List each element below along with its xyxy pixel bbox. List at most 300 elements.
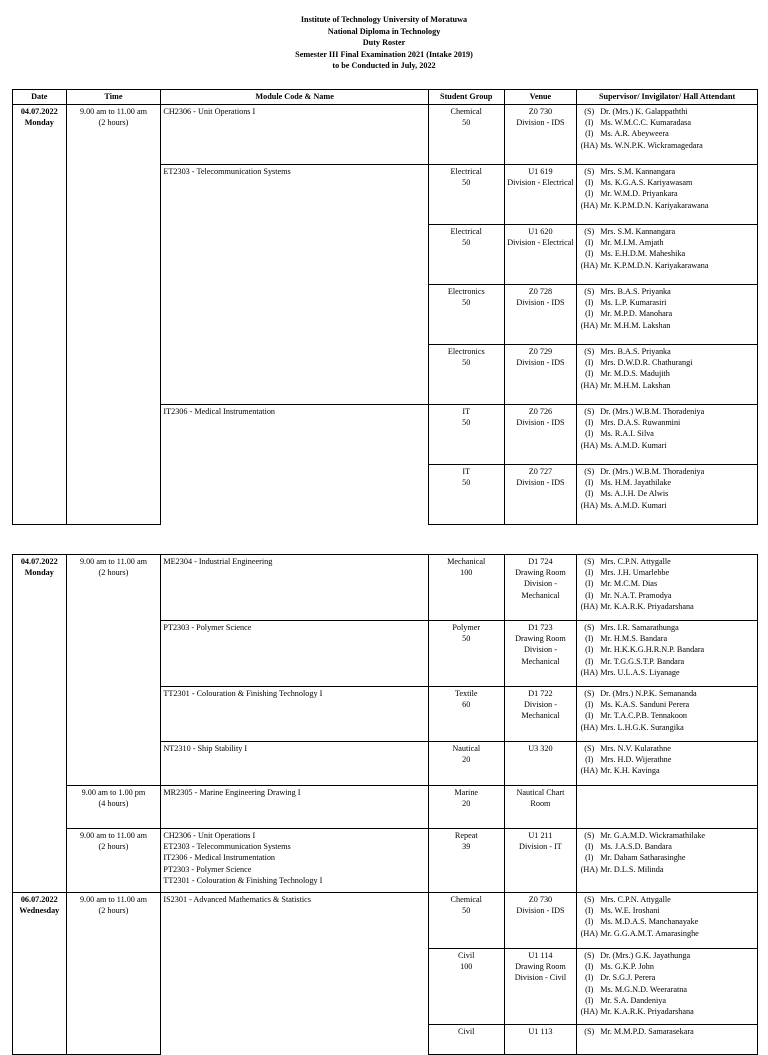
date-text: Monday [24, 118, 54, 128]
venue-cell [504, 829, 577, 893]
student-group: Electrical [450, 167, 482, 176]
staff-role: (S) [584, 167, 595, 176]
table-row [13, 105, 758, 165]
staff-entry [579, 368, 755, 379]
staff-role: (I) [585, 755, 594, 765]
staff-name: Mr. H.K.K.G.H.R.N.P. Bandara [600, 645, 705, 655]
staff-role: (HA) [580, 766, 598, 776]
staff-role: (HA) [580, 722, 598, 732]
staff-entry [579, 177, 755, 188]
venue-line: Z0 730 [528, 107, 553, 116]
staff-name: Mr. K.H. Kavinga [600, 766, 660, 776]
staff-entry [579, 633, 755, 644]
staff-entry [579, 995, 755, 1006]
venue-cell [504, 105, 577, 165]
time-text: 9.00 am to 11.00 am [79, 831, 147, 840]
module-cell [161, 786, 429, 829]
student-group-cell [428, 165, 504, 225]
header-diploma: National Diploma in Technology [327, 26, 441, 36]
venue-line: Z0 726 [528, 407, 553, 416]
header-exam: Semester III Final Examination 2021 (Intake 2019) [295, 49, 473, 59]
staff-name: Ms. J.A.S.D. Bandara [600, 842, 672, 852]
venue-line: Division - IDS [516, 298, 565, 308]
staff-entry [579, 500, 755, 511]
module-name: TT2301 - Colouration & Finishing Technology I [163, 689, 323, 698]
date-text: Monday [24, 568, 54, 578]
table-header-row [13, 90, 758, 105]
staff-entry [579, 656, 755, 667]
header-institute: Institute of Technology University of Moratuwa [300, 15, 468, 24]
staff-name: Mr. T.A.C.P.B. Tennakoon [600, 711, 688, 721]
module-cell [161, 165, 429, 225]
staff-role: (I) [585, 118, 594, 128]
staff-name: Mr. K.P.M.D.N. Kariyakarawana [600, 260, 709, 270]
venue-line: Z0 728 [528, 287, 553, 296]
staff-role: (S) [584, 951, 595, 960]
staff-entry [579, 743, 755, 754]
staff-role: (I) [585, 656, 594, 666]
module-cell [161, 893, 429, 949]
date-text: 06.07.2022 [20, 895, 58, 904]
staff-role: (S) [584, 407, 595, 416]
staff-cell [577, 742, 758, 786]
staff-entry [579, 117, 755, 128]
staff-entry [579, 308, 755, 319]
venue-line: Z0 730 [528, 895, 553, 904]
module-name: ME2304 - Industrial Engineering [163, 557, 273, 566]
date-cell [13, 555, 67, 893]
staff-entry [579, 440, 755, 451]
staff-entry [579, 357, 755, 368]
venue-line: Drawing Room [515, 634, 566, 644]
staff-role: (HA) [580, 260, 598, 270]
staff-role: (S) [584, 689, 595, 698]
staff-name: Dr. (Mrs.) K. Galappaththi [600, 107, 688, 116]
student-group-cell [428, 893, 504, 949]
student-group-cell [428, 105, 504, 165]
staff-role: (I) [585, 129, 594, 139]
staff-name: Mrs. C.P.N. Attygalle [600, 895, 671, 904]
venue-line: U1 211 [528, 831, 553, 840]
module-name: PT2303 - Polymer Science [163, 623, 252, 632]
student-group-cell [428, 621, 504, 687]
staff-entry [579, 297, 755, 308]
student-group: IT [462, 467, 471, 476]
staff-entry [579, 200, 755, 211]
staff-name: Mrs. B.A.S. Priyanka [600, 347, 671, 356]
staff-role: (S) [584, 287, 595, 296]
venue-line: Division - IT [519, 842, 562, 852]
time-text: (2 hours) [98, 906, 129, 916]
staff-entry [579, 417, 755, 428]
time-text: 9.00 am to 11.00 am [79, 895, 147, 904]
staff-entry [579, 710, 755, 721]
staff-role: (HA) [580, 864, 598, 874]
staff-role: (HA) [580, 500, 598, 510]
student-group: Nautical [452, 744, 481, 753]
venue-cell [504, 621, 577, 687]
time-cell [66, 786, 161, 829]
staff-name: Mrs. N.V. Kularathne [600, 744, 671, 753]
date-text: 04.07.2022 [20, 557, 58, 566]
staff-name: Ms. W.N.P.K. Wickramagedara [600, 140, 703, 150]
student-group: 50 [462, 634, 471, 644]
student-group: 39 [462, 842, 471, 852]
venue-cell [504, 893, 577, 949]
staff-name: Dr. (Mrs.) N.P.K. Semananda [600, 689, 697, 698]
staff-role: (I) [585, 906, 594, 916]
student-group-cell [428, 829, 504, 893]
staff-entry [579, 140, 755, 151]
student-group: IT [462, 407, 471, 416]
student-group: 50 [462, 358, 471, 368]
venue-line: Nautical Chart Room [516, 788, 565, 809]
header-schedule: to be Conducted in July, 2022 [332, 61, 436, 70]
staff-role: (I) [585, 249, 594, 259]
venue-line: Z0 729 [528, 347, 553, 356]
staff-name: Mrs. B.A.S. Priyanka [600, 287, 671, 296]
time-text: (2 hours) [98, 118, 129, 128]
venue-line: U1 619 [528, 167, 553, 176]
staff-name: Dr. S.G.J. Perera [600, 973, 656, 983]
staff-name: Mr. M.H.M. Lakshan [600, 320, 671, 330]
module-name: TT2301 - Colouration & Finishing Technology I [163, 875, 323, 885]
staff-role: (I) [585, 298, 594, 308]
staff-entry [579, 320, 755, 331]
module-name: CH2306 - Unit Operations I [163, 107, 256, 116]
staff-role: (I) [585, 358, 594, 368]
staff-entry [579, 380, 755, 391]
col-header-group: Student Group [428, 90, 504, 105]
staff-name: Ms. A.R. Abeyweera [600, 129, 669, 139]
col-header-module: Module Code & Name [161, 90, 429, 105]
staff-name: Mrs. C.P.N. Attygalle [600, 557, 671, 566]
staff-name: Ms. M.D.A.S. Manchanayake [600, 917, 699, 927]
module-cell [161, 742, 429, 786]
staff-entry [579, 699, 755, 710]
staff-entry [579, 984, 755, 995]
student-group: 100 [460, 962, 473, 972]
staff-role: (I) [585, 917, 594, 927]
staff-name: Mr. K.A.R.K. Priyadarshana [600, 1007, 694, 1017]
staff-name: Mrs. U.L.A.S. Liyanage [600, 667, 680, 677]
module-cell [161, 405, 429, 465]
venue-line: Division - IDS [516, 358, 565, 368]
student-group: 60 [462, 700, 471, 710]
module-name: NT2310 - Ship Stability I [163, 744, 248, 753]
staff-name: Ms. M.G.N.D. Weeraratna [600, 984, 687, 994]
staff-role: (S) [584, 744, 595, 753]
time-text: (2 hours) [98, 568, 129, 578]
staff-role: (I) [585, 189, 594, 199]
staff-name: Mrs. I.R. Samarathunga [600, 623, 679, 632]
time-text: 9.00 am to 11.00 am [79, 557, 147, 566]
table-row [13, 555, 758, 621]
student-group-cell [428, 405, 504, 465]
module-name: CH2306 - Unit Operations I [163, 831, 256, 840]
staff-role: (I) [585, 700, 594, 710]
staff-cell [577, 1025, 758, 1055]
staff-entry [579, 722, 755, 733]
time-text: (2 hours) [98, 842, 129, 852]
student-group-cell [428, 225, 504, 285]
staff-role: (S) [584, 227, 595, 236]
student-group: Civil [458, 951, 475, 960]
staff-entry [579, 406, 755, 417]
module-name: ET2303 - Telecommunication Systems [163, 167, 291, 176]
staff-entry [579, 841, 755, 852]
module-cell [161, 225, 429, 285]
staff-entry [579, 248, 755, 259]
module-cell [161, 687, 429, 742]
staff-name: Mr. W.M.D. Priyankara [600, 189, 678, 199]
staff-role: (I) [585, 853, 594, 863]
table-row [13, 829, 758, 893]
date-cell [13, 105, 67, 525]
venue-line: U1 114 [528, 951, 553, 960]
staff-name: Ms. R.A.I. Silva [600, 429, 654, 439]
venue-line: D1 723 [528, 623, 553, 632]
time-text: 9.00 am to 11.00 am [79, 107, 147, 116]
staff-role: (HA) [580, 1007, 598, 1017]
student-group: Civil [458, 1027, 475, 1036]
staff-name: Mr. M.C.M. Dias [600, 579, 658, 589]
module-cell [161, 555, 429, 621]
staff-entry [579, 961, 755, 972]
student-group: Marine [454, 788, 479, 797]
venue-line: Division - Electrical [507, 178, 574, 188]
staff-cell [577, 285, 758, 345]
staff-entry [579, 477, 755, 488]
staff-cell [577, 949, 758, 1025]
venue-cell [504, 165, 577, 225]
staff-name: Ms. E.H.D.M. Maheshika [600, 249, 686, 259]
student-group: Textile [454, 689, 478, 698]
student-group: Electronics [447, 347, 485, 356]
student-group-cell [428, 687, 504, 742]
module-cell [161, 829, 429, 893]
staff-entry [579, 106, 755, 117]
staff-name: Mrs. H.D. Wijerathne [600, 755, 672, 765]
venue-cell [504, 949, 577, 1025]
venue-cell [504, 225, 577, 285]
staff-role: (HA) [580, 200, 598, 210]
staff-entry [579, 346, 755, 357]
student-group: Repeat [454, 831, 478, 840]
staff-entry [579, 1026, 755, 1037]
venue-line: U1 113 [528, 1027, 553, 1036]
venue-line: Drawing Room [515, 962, 566, 972]
venue-cell [504, 465, 577, 525]
date-text: Wednesday [19, 906, 60, 916]
staff-role: (I) [585, 238, 594, 248]
staff-entry [579, 916, 755, 927]
staff-role: (I) [585, 429, 594, 439]
staff-role: (I) [585, 645, 594, 655]
staff-name: Mr. T.G.G.S.T.P. Bandara [600, 656, 685, 666]
venue-cell [504, 1025, 577, 1055]
staff-role: (I) [585, 369, 594, 379]
col-header-venue: Venue [504, 90, 577, 105]
staff-entry [579, 286, 755, 297]
staff-entry [579, 644, 755, 655]
staff-entry [579, 488, 755, 499]
venue-line: Z0 727 [528, 467, 553, 476]
venue-line: Division - Mechanical [521, 700, 560, 721]
staff-entry [579, 128, 755, 139]
student-group: 50 [462, 238, 471, 248]
module-cell [161, 949, 429, 1025]
venue-line: Division - IDS [516, 906, 565, 916]
staff-role: (I) [585, 489, 594, 499]
staff-entry [579, 556, 755, 567]
student-group-cell [428, 345, 504, 405]
staff-role: (I) [585, 309, 594, 319]
venue-cell [504, 345, 577, 405]
staff-role: (I) [585, 973, 594, 983]
staff-name: Mr. K.A.R.K. Priyadarshana [600, 601, 694, 611]
module-name: IS2301 - Advanced Mathematics & Statistics [163, 895, 311, 904]
module-cell [161, 105, 429, 165]
student-group: 100 [460, 568, 473, 578]
staff-cell [577, 829, 758, 893]
student-group: 50 [462, 478, 471, 488]
student-group: 50 [462, 906, 471, 916]
venue-cell [504, 555, 577, 621]
staff-entry [579, 622, 755, 633]
student-group-cell [428, 949, 504, 1025]
student-group: Polymer [452, 623, 481, 632]
staff-role: (I) [585, 418, 594, 428]
staff-entry [579, 754, 755, 765]
staff-entry [579, 864, 755, 875]
staff-name: Ms. K.G.A.S. Kariyawasam [600, 178, 693, 188]
staff-role: (HA) [580, 667, 598, 677]
header-doc-title: Duty Roster [362, 38, 406, 47]
student-group: 50 [462, 418, 471, 428]
staff-role: (I) [585, 711, 594, 721]
staff-cell [577, 345, 758, 405]
col-header-staff: Supervisor/ Invigilator/ Hall Attendant [577, 90, 758, 105]
staff-entry [579, 260, 755, 271]
staff-cell [577, 225, 758, 285]
staff-name: Mr. M.M.P.D. Samarasekara [600, 1027, 694, 1036]
staff-entry [579, 1006, 755, 1017]
staff-name: Dr. (Mrs.) G.K. Jayathunga [600, 951, 691, 960]
staff-entry [579, 428, 755, 439]
module-cell [161, 1025, 429, 1055]
staff-name: Mrs. S.M. Kannangara [600, 227, 676, 236]
staff-role: (I) [585, 478, 594, 488]
module-cell [161, 345, 429, 405]
venue-cell [504, 285, 577, 345]
staff-name: Mr. G.G.A.M.T. Amarasinghe [600, 928, 699, 938]
staff-entry [579, 852, 755, 863]
staff-name: Ms. A.J.H. De Alwis [600, 489, 669, 499]
table-row [13, 786, 758, 829]
staff-name: Ms. A.M.D. Kumari [600, 440, 667, 450]
staff-role: (HA) [580, 601, 598, 611]
staff-cell [577, 405, 758, 465]
staff-role: (HA) [580, 380, 598, 390]
staff-role: (HA) [580, 440, 598, 450]
staff-cell [577, 105, 758, 165]
date-text: 04.07.2022 [20, 107, 58, 116]
staff-cell [577, 621, 758, 687]
module-name: ET2303 - Telecommunication Systems [163, 842, 291, 852]
staff-role: (HA) [580, 320, 598, 330]
staff-role: (I) [585, 178, 594, 188]
venue-cell [504, 786, 577, 829]
staff-role: (S) [584, 623, 595, 632]
date-cell [13, 893, 67, 1055]
staff-role: (I) [585, 995, 594, 1005]
staff-role: (HA) [580, 928, 598, 938]
student-group: Electrical [450, 227, 482, 236]
venue-line: D1 724 [528, 557, 553, 566]
staff-name: Mrs. S.M. Kannangara [600, 167, 676, 176]
staff-role: (S) [584, 467, 595, 476]
module-name: PT2303 - Polymer Science [163, 864, 252, 874]
staff-cell [577, 465, 758, 525]
staff-name: Mr. G.A.M.D. Wickramathilake [600, 831, 706, 840]
venue-cell [504, 687, 577, 742]
student-group: 20 [462, 799, 471, 809]
venue-line: U3 320 [528, 744, 553, 753]
staff-role: (S) [584, 831, 595, 840]
staff-role: (I) [585, 962, 594, 972]
venue-line: Division - Mechanical [521, 645, 560, 666]
venue-cell [504, 742, 577, 786]
staff-role: (S) [584, 1027, 595, 1036]
student-group: Chemical [450, 895, 482, 904]
staff-name: Mr. H.M.S. Bandara [600, 634, 668, 644]
staff-name: Mr. M.I.M. Amjath [600, 238, 664, 248]
staff-name: Ms. L.P. Kumarasiri [600, 298, 667, 308]
time-cell [66, 893, 161, 1055]
venue-line: Division - Electrical [507, 238, 574, 248]
staff-entry [579, 567, 755, 578]
staff-entry [579, 466, 755, 477]
document-header [0, 14, 768, 72]
student-group-cell [428, 465, 504, 525]
staff-name: Mr. D.L.S. Milinda [600, 864, 664, 874]
staff-cell [577, 555, 758, 621]
staff-entry [579, 237, 755, 248]
table-row [13, 893, 758, 949]
staff-entry [579, 830, 755, 841]
staff-role: (HA) [580, 140, 598, 150]
venue-line: Division - IDS [516, 478, 565, 488]
staff-name: Mr. M.P.D. Manohara [600, 309, 673, 319]
staff-name: Ms. W.M.C.C. Kumaradasa [600, 118, 692, 128]
staff-name: Mr. N.A.T. Pramodya [600, 590, 672, 600]
staff-name: Mrs. D.A.S. Ruwanmini [600, 418, 681, 428]
staff-entry [579, 578, 755, 589]
staff-role: (I) [585, 842, 594, 852]
staff-cell [577, 687, 758, 742]
module-cell [161, 621, 429, 687]
venue-line: Drawing Room [515, 568, 566, 578]
module-name: IT2306 - Medical Instrumentation [163, 407, 276, 416]
student-group: 50 [462, 178, 471, 188]
staff-name: Mrs. L.H.G.K. Surangika [600, 722, 684, 732]
staff-name: Dr. (Mrs.) W.B.M. Thoradeniya [600, 467, 705, 476]
venue-line: Division - Civil [514, 973, 567, 983]
staff-entry [579, 166, 755, 177]
student-group: Chemical [450, 107, 482, 116]
duty-roster-table-2 [12, 554, 758, 1055]
